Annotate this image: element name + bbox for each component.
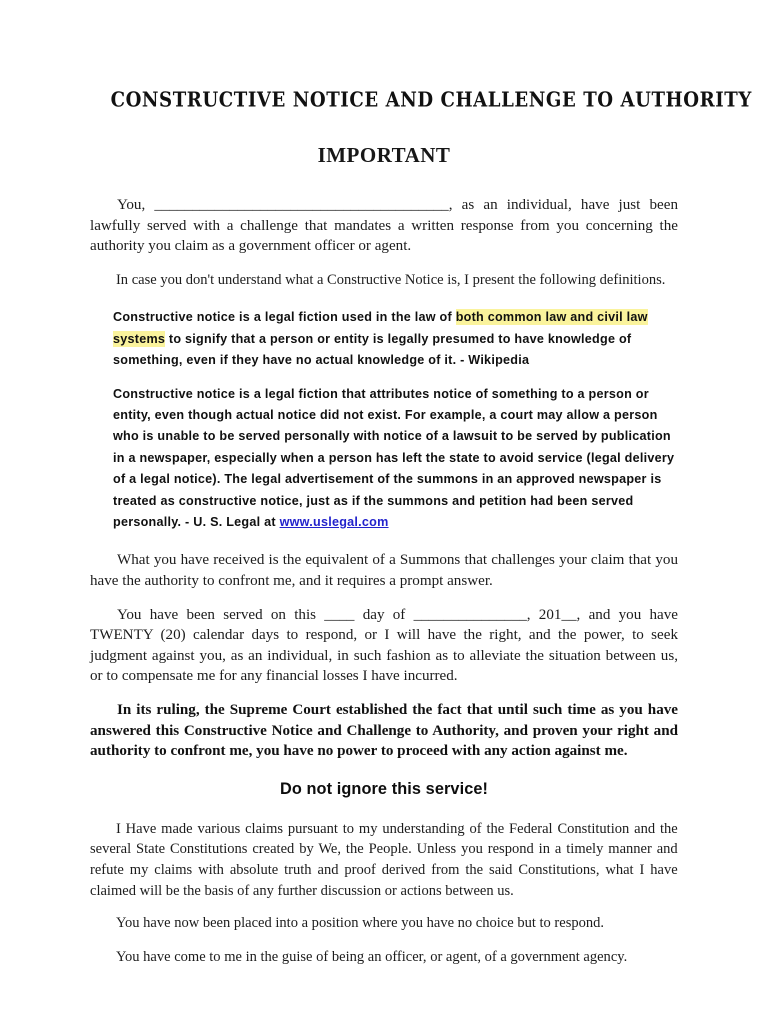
- paragraph-definitions-lead: In case you don't understand what a Constructive Notice is, I present the following definitions.: [115, 271, 666, 288]
- paragraph-gap: [90, 901, 678, 913]
- top-spacer: [90, 0, 678, 88]
- definition-wikipedia-part2: to signify that a person or entity is legally presumed to have knowledge of something, even if they have no actual knowledge of it. - Wikipedia: [113, 331, 632, 368]
- paragraph-gap: [90, 372, 678, 384]
- paragraph-gap: [90, 762, 678, 780]
- definition-uslegal: [113, 384, 678, 534]
- paragraph-gap: [90, 257, 678, 270]
- paragraph-supreme-court: In its ruling, the Supreme Court established the fact that until such time as you have answered this Constructive Notice and Challenge to Authority, and proven your right and authority to confront me, you have no power to proceed with any action against me.: [90, 702, 678, 760]
- paragraph-guise: You have come to me in the guise of being an officer, or agent, of a government agency.: [115, 948, 628, 965]
- paragraph-intro: You, _______________________________________, as an individual, have just been lawfully served with a challenge that mandates a written response from you concerning the authority you claim as a government officer or agent.: [90, 197, 678, 255]
- definition-uslegal-text: Constructive notice is a legal fiction that attributes notice of something to a person or entity, even though actual notice did not exist. For example, a court may allow a person who is unable to be served personally with notice of a lawsuit to be served by publication in a newspaper, especially when a person has left the state to avoid service (legal delivery of a legal notice). The legal advertisement of the summons in an approved newspaper is treated as constructive notice, just as if the summons and petition had been served personally. - U. S. Legal at: [113, 386, 675, 530]
- page-title-text: CONSTRUCTIVE NOTICE AND CHALLENGE TO AUTHORITY: [110, 87, 752, 112]
- paragraph-no-choice: You have now been placed into a position where you have no choice but to respond.: [115, 915, 605, 932]
- definition-wikipedia-part1: Constructive notice is a legal fiction used in the law of: [113, 310, 456, 325]
- page-title: [110, 87, 752, 112]
- paragraph-gap: [90, 290, 678, 307]
- paragraph-gap: [90, 934, 678, 947]
- paragraph-gap: [90, 799, 678, 819]
- paragraph-summons: What you have received is the equivalent of a Summons that challenges your claim that you have the authority to confront me, and it requires a prompt answer.: [90, 552, 678, 590]
- paragraph-served-on: You have been served on this ____ day of _______________, 201__, and you have TWENTY (20) calendar days to respond, or I will have the right, and the power, to seek judgment against you, as an individual, in such fashion as to alleviate the situation between us, or to compensate me for any financial losses I have incurred.: [90, 606, 678, 685]
- uslegal-link[interactable]: www.uslegal.com: [279, 515, 389, 530]
- definition-wikipedia: [113, 307, 678, 371]
- definition-wikipedia-highlight: both common law and civil law systems: [113, 310, 648, 346]
- paragraph-claims: I Have made various claims pursuant to my understanding of the Federal Constitution and the several State Constitutions created by We, the People. Unless you respond in a timely manner and refute my claims with absolute truth and proof derived from the said Constitutions, what I have claimed will be the basis of any further discussion or actions between us.: [90, 820, 678, 899]
- page-subtitle-text: IMPORTANT: [317, 143, 451, 167]
- page-subtitle: [90, 111, 678, 168]
- paragraph-gap: [90, 533, 678, 550]
- callout-do-not-ignore: Do not ignore this service!: [279, 779, 489, 798]
- paragraph-gap: [90, 592, 678, 605]
- paragraph-gap: [90, 687, 678, 700]
